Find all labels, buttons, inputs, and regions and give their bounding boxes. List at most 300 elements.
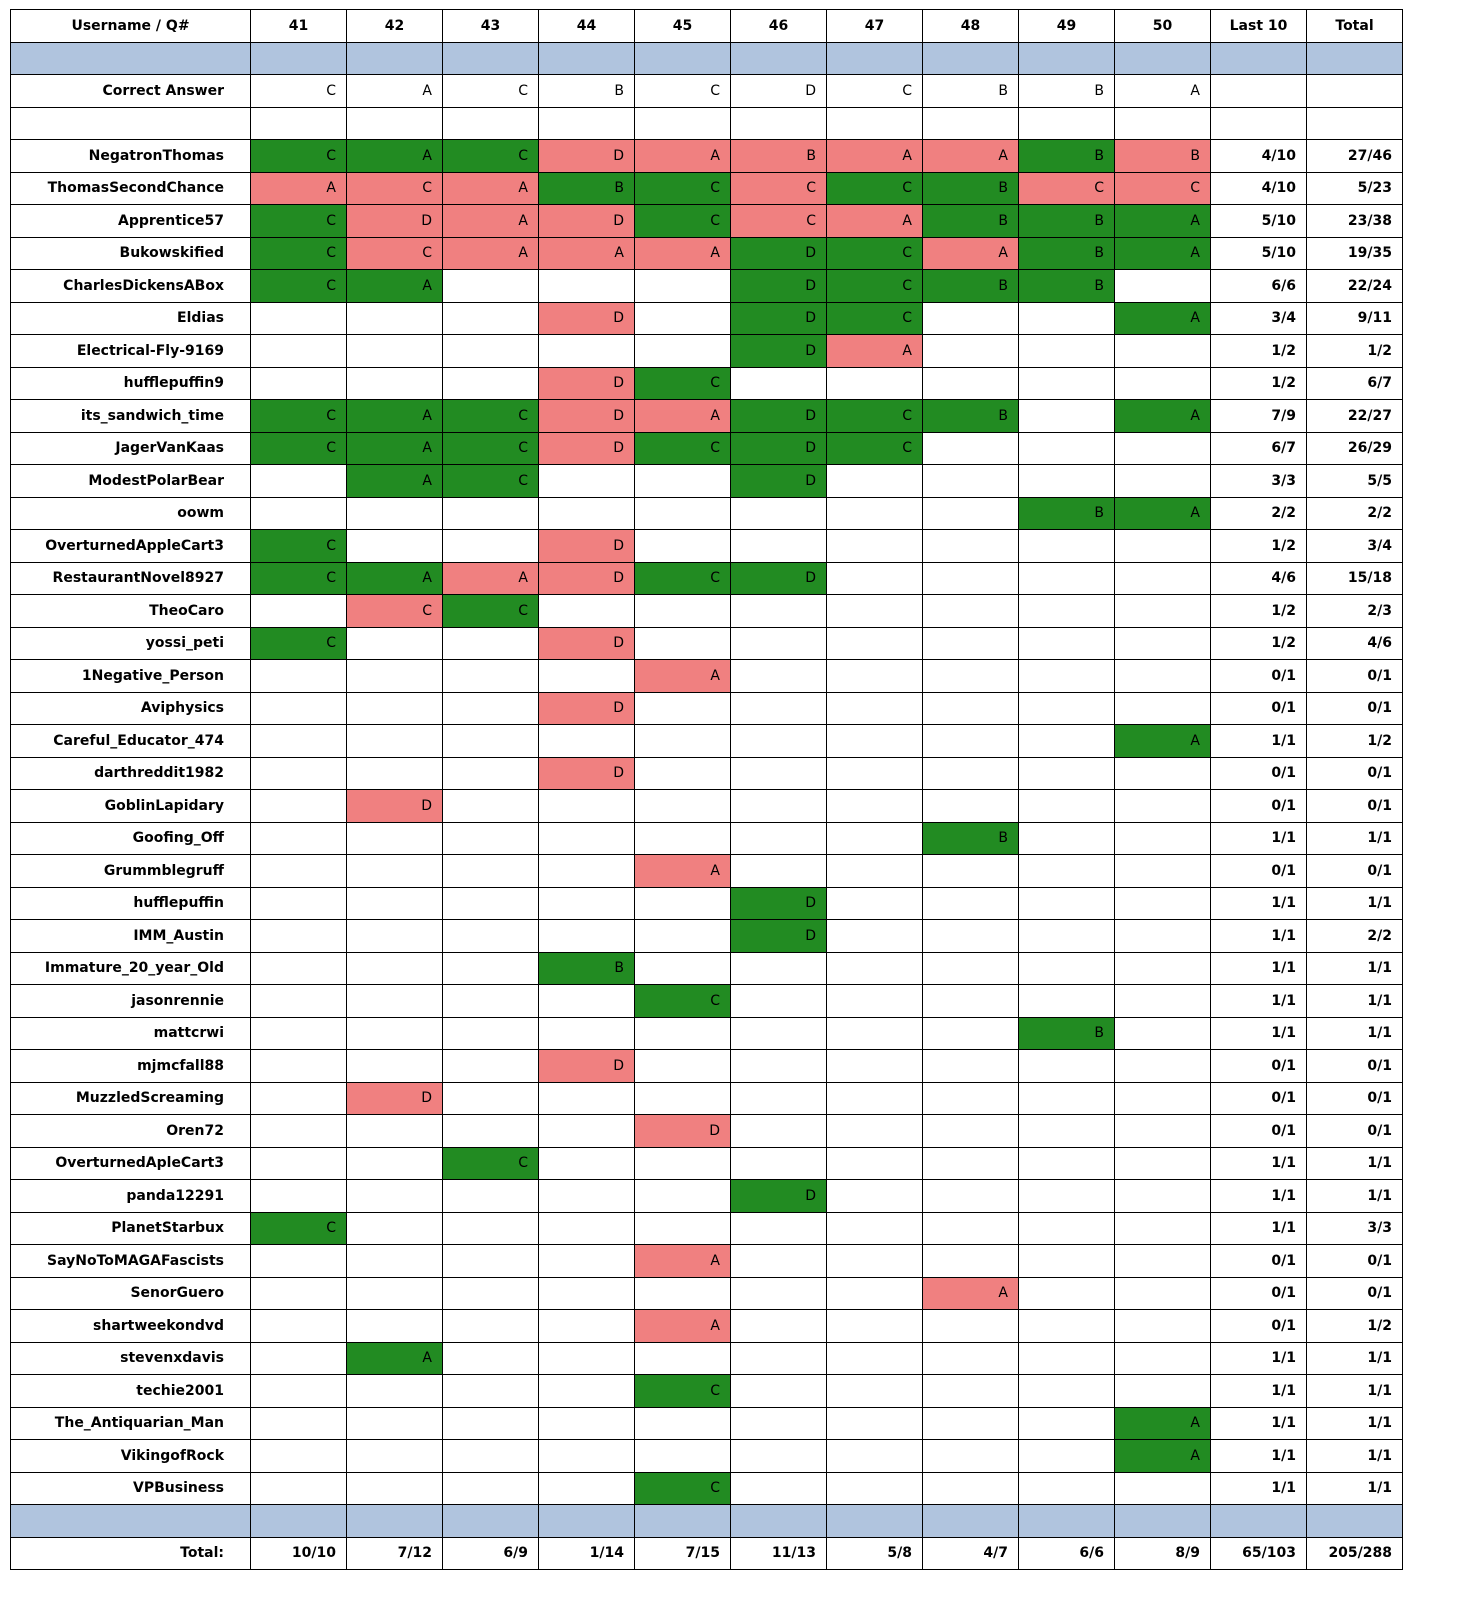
answer-cell: C xyxy=(347,172,443,205)
last10-cell: 5/10 xyxy=(1211,205,1307,238)
answer-cell: D xyxy=(731,920,827,953)
total-cell: 0/1 xyxy=(1307,1050,1403,1083)
answer-cell xyxy=(1019,432,1115,465)
answer-cell xyxy=(1115,1212,1211,1245)
table-row xyxy=(11,562,1403,595)
answer-cell xyxy=(827,1180,923,1213)
last10-cell: 5/10 xyxy=(1211,237,1307,270)
table-row xyxy=(11,855,1403,888)
answer-cell xyxy=(443,1407,539,1440)
table-row xyxy=(11,725,1403,758)
answer-cell: C xyxy=(251,205,347,238)
answer-cell xyxy=(347,627,443,660)
answer-cell xyxy=(827,920,923,953)
answer-cell xyxy=(539,1472,635,1505)
answer-cell: B xyxy=(923,205,1019,238)
answer-cell xyxy=(539,855,635,888)
empty-cell xyxy=(347,107,443,140)
answer-cell xyxy=(827,1310,923,1343)
empty-cell xyxy=(1115,42,1211,75)
answer-cell xyxy=(539,1342,635,1375)
answer-cell xyxy=(443,692,539,725)
answer-cell xyxy=(923,465,1019,498)
correct-answer-cell: C xyxy=(827,75,923,108)
username-cell: TheoCaro xyxy=(11,595,251,628)
answer-cell xyxy=(347,1245,443,1278)
answer-cell xyxy=(1115,1342,1211,1375)
answer-cell xyxy=(1115,270,1211,303)
answer-cell: D xyxy=(731,432,827,465)
total-cell: 1/1 xyxy=(1307,1147,1403,1180)
username-cell: PlanetStarbux xyxy=(11,1212,251,1245)
answer-cell xyxy=(443,1440,539,1473)
correct-answer-cell: D xyxy=(731,75,827,108)
last10-cell: 6/6 xyxy=(1211,270,1307,303)
table-row xyxy=(11,432,1403,465)
answer-cell: D xyxy=(731,335,827,368)
answer-cell xyxy=(1019,985,1115,1018)
total-cell: 1/1 xyxy=(1307,952,1403,985)
totals-cell: 11/13 xyxy=(731,1537,827,1570)
correct-answer-cell: B xyxy=(923,75,1019,108)
answer-cell xyxy=(827,660,923,693)
answer-cell xyxy=(539,1407,635,1440)
answer-cell xyxy=(635,1050,731,1083)
spacer-row xyxy=(11,107,1403,140)
answer-cell xyxy=(443,302,539,335)
correct-answer-cell: A xyxy=(347,75,443,108)
totals-cell: 205/288 xyxy=(1307,1537,1403,1570)
answer-cell xyxy=(1115,562,1211,595)
answer-cell: C xyxy=(251,530,347,563)
header-cell: 47 xyxy=(827,10,923,43)
username-cell: The_Antiquarian_Man xyxy=(11,1407,251,1440)
empty-cell xyxy=(347,42,443,75)
last10-cell: 1/1 xyxy=(1211,1180,1307,1213)
username-cell: Electrical-Fly-9169 xyxy=(11,335,251,368)
answer-cell xyxy=(443,1180,539,1213)
answer-cell xyxy=(731,757,827,790)
table-row xyxy=(11,887,1403,920)
answer-cell xyxy=(443,335,539,368)
correct-answer-label: Correct Answer xyxy=(11,75,251,108)
answer-cell xyxy=(1115,952,1211,985)
total-cell: 22/24 xyxy=(1307,270,1403,303)
totals-cell: 6/9 xyxy=(443,1537,539,1570)
answer-cell xyxy=(731,1017,827,1050)
answer-cell xyxy=(1115,920,1211,953)
username-cell: IMM_Austin xyxy=(11,920,251,953)
answer-cell xyxy=(1115,757,1211,790)
empty-cell xyxy=(731,42,827,75)
answer-cell xyxy=(539,1212,635,1245)
answer-cell xyxy=(635,1342,731,1375)
answer-cell: C xyxy=(635,432,731,465)
totals-cell: 8/9 xyxy=(1115,1537,1211,1570)
empty-cell xyxy=(11,42,251,75)
answer-cell xyxy=(443,757,539,790)
answer-cell xyxy=(347,302,443,335)
answer-cell xyxy=(1115,1310,1211,1343)
answer-cell xyxy=(635,952,731,985)
answer-cell: A xyxy=(923,140,1019,173)
answer-cell xyxy=(923,595,1019,628)
answer-cell xyxy=(539,1310,635,1343)
answer-cell xyxy=(731,1212,827,1245)
answer-cell: D xyxy=(539,140,635,173)
total-cell: 0/1 xyxy=(1307,1082,1403,1115)
empty-cell xyxy=(443,42,539,75)
answer-cell xyxy=(1019,1082,1115,1115)
answer-cell: B xyxy=(1019,270,1115,303)
total-cell: 1/1 xyxy=(1307,1407,1403,1440)
username-cell: shartweekondvd xyxy=(11,1310,251,1343)
total-cell: 3/4 xyxy=(1307,530,1403,563)
answer-cell: C xyxy=(443,465,539,498)
answer-cell xyxy=(347,1180,443,1213)
answer-cell xyxy=(827,1375,923,1408)
header-cell: 41 xyxy=(251,10,347,43)
empty-cell xyxy=(1211,42,1307,75)
answer-cell xyxy=(1019,367,1115,400)
answer-cell xyxy=(1019,1407,1115,1440)
answer-cell xyxy=(635,1147,731,1180)
answer-cell: B xyxy=(539,172,635,205)
answer-cell: C xyxy=(251,1212,347,1245)
answer-cell xyxy=(923,302,1019,335)
answer-cell xyxy=(923,1017,1019,1050)
answer-cell xyxy=(635,1017,731,1050)
answer-cell xyxy=(251,1440,347,1473)
answer-cell xyxy=(347,660,443,693)
answer-cell xyxy=(635,335,731,368)
answer-cell xyxy=(1115,530,1211,563)
answer-cell xyxy=(731,1440,827,1473)
answer-cell xyxy=(251,725,347,758)
answer-cell xyxy=(635,1212,731,1245)
total-cell: 5/23 xyxy=(1307,172,1403,205)
answer-cell: A xyxy=(635,400,731,433)
answer-cell xyxy=(1115,1472,1211,1505)
last10-cell: 0/1 xyxy=(1211,1245,1307,1278)
total-cell: 27/46 xyxy=(1307,140,1403,173)
empty-cell xyxy=(827,42,923,75)
answer-cell xyxy=(923,530,1019,563)
empty-cell xyxy=(1211,1505,1307,1538)
answer-cell xyxy=(1019,1180,1115,1213)
answer-cell xyxy=(251,1375,347,1408)
answer-cell xyxy=(251,497,347,530)
last10-cell: 1/2 xyxy=(1211,530,1307,563)
last10-cell: 0/1 xyxy=(1211,757,1307,790)
last10-cell: 1/1 xyxy=(1211,725,1307,758)
empty-cell xyxy=(251,107,347,140)
answer-cell: C xyxy=(251,627,347,660)
answer-cell: C xyxy=(443,1147,539,1180)
answer-cell xyxy=(1019,465,1115,498)
answer-cell xyxy=(251,1310,347,1343)
answer-cell: A xyxy=(923,1277,1019,1310)
correct-answer-cell: B xyxy=(1019,75,1115,108)
answer-cell xyxy=(731,660,827,693)
answer-cell: D xyxy=(539,302,635,335)
header-cell: 42 xyxy=(347,10,443,43)
answer-cell xyxy=(731,1472,827,1505)
answer-cell xyxy=(443,790,539,823)
last10-cell: 6/7 xyxy=(1211,432,1307,465)
answer-cell xyxy=(923,497,1019,530)
answer-cell xyxy=(923,1212,1019,1245)
answer-cell xyxy=(251,335,347,368)
answer-cell: B xyxy=(923,172,1019,205)
answer-cell: A xyxy=(347,140,443,173)
answer-cell xyxy=(443,1472,539,1505)
answer-cell xyxy=(251,822,347,855)
answer-cell xyxy=(1019,1115,1115,1148)
answer-cell: A xyxy=(1115,725,1211,758)
table-row xyxy=(11,1342,1403,1375)
last10-cell: 4/6 xyxy=(1211,562,1307,595)
answer-cell xyxy=(827,952,923,985)
answer-cell: C xyxy=(251,400,347,433)
total-cell: 1/2 xyxy=(1307,1310,1403,1343)
answer-cell: A xyxy=(443,205,539,238)
answer-cell xyxy=(347,1147,443,1180)
table-row xyxy=(11,1310,1403,1343)
answer-cell: D xyxy=(731,1180,827,1213)
answer-cell xyxy=(1019,952,1115,985)
answer-cell xyxy=(1115,1082,1211,1115)
username-cell: stevenxdavis xyxy=(11,1342,251,1375)
answer-cell: C xyxy=(443,140,539,173)
username-cell: RestaurantNovel8927 xyxy=(11,562,251,595)
answer-cell: A xyxy=(347,432,443,465)
answer-cell xyxy=(347,1310,443,1343)
answer-cell xyxy=(635,465,731,498)
answer-cell: A xyxy=(827,205,923,238)
answer-cell xyxy=(539,1147,635,1180)
empty-cell xyxy=(923,1505,1019,1538)
last10-cell: 1/1 xyxy=(1211,952,1307,985)
answer-cell xyxy=(251,1180,347,1213)
answer-cell xyxy=(923,1180,1019,1213)
username-cell: VikingofRock xyxy=(11,1440,251,1473)
total-cell: 2/2 xyxy=(1307,920,1403,953)
username-cell: Goofing_Off xyxy=(11,822,251,855)
answer-cell xyxy=(347,1017,443,1050)
answer-cell xyxy=(1115,985,1211,1018)
last10-cell: 1/1 xyxy=(1211,1375,1307,1408)
last10-cell: 3/4 xyxy=(1211,302,1307,335)
answer-cell xyxy=(1115,1147,1211,1180)
total-cell: 0/1 xyxy=(1307,692,1403,725)
username-cell: OverturnedApleCart3 xyxy=(11,1147,251,1180)
answer-cell xyxy=(827,790,923,823)
table-row xyxy=(11,1050,1403,1083)
totals-cell: 4/7 xyxy=(923,1537,1019,1570)
answer-cell xyxy=(251,302,347,335)
answer-cell xyxy=(443,822,539,855)
answer-cell xyxy=(347,692,443,725)
total-cell: 2/2 xyxy=(1307,497,1403,530)
empty-cell xyxy=(635,42,731,75)
answer-cell xyxy=(251,1342,347,1375)
answer-cell: B xyxy=(1019,140,1115,173)
answer-cell xyxy=(1115,465,1211,498)
answer-cell: D xyxy=(539,432,635,465)
username-cell: Aviphysics xyxy=(11,692,251,725)
empty-cell xyxy=(1307,75,1403,108)
correct-answer-cell: B xyxy=(539,75,635,108)
username-cell: VPBusiness xyxy=(11,1472,251,1505)
answer-cell xyxy=(923,1115,1019,1148)
answer-cell xyxy=(827,757,923,790)
answer-cell: C xyxy=(635,985,731,1018)
correct-answer-row xyxy=(11,75,1403,108)
last10-cell: 2/2 xyxy=(1211,497,1307,530)
empty-cell xyxy=(539,107,635,140)
empty-cell xyxy=(635,1505,731,1538)
answer-cell: B xyxy=(539,952,635,985)
total-cell: 22/27 xyxy=(1307,400,1403,433)
table-row xyxy=(11,302,1403,335)
answer-cell: B xyxy=(1019,205,1115,238)
answer-cell: A xyxy=(635,1310,731,1343)
table-row xyxy=(11,1180,1403,1213)
answer-cell xyxy=(1019,595,1115,628)
answer-cell: A xyxy=(635,855,731,888)
empty-cell xyxy=(827,107,923,140)
answer-cell xyxy=(251,920,347,953)
answer-cell: A xyxy=(1115,302,1211,335)
total-cell: 1/1 xyxy=(1307,822,1403,855)
table-row xyxy=(11,660,1403,693)
answer-cell xyxy=(347,335,443,368)
answer-cell xyxy=(1115,790,1211,823)
empty-cell xyxy=(1307,107,1403,140)
answer-cell: B xyxy=(1115,140,1211,173)
answer-cell: A xyxy=(635,140,731,173)
empty-cell xyxy=(539,42,635,75)
answer-cell xyxy=(1019,627,1115,660)
answer-cell: A xyxy=(1115,237,1211,270)
answer-cell xyxy=(347,757,443,790)
answer-cell xyxy=(1019,887,1115,920)
username-cell: mjmcfall88 xyxy=(11,1050,251,1083)
table-row xyxy=(11,692,1403,725)
table-row xyxy=(11,920,1403,953)
answer-cell xyxy=(731,1342,827,1375)
answer-cell xyxy=(251,855,347,888)
answer-cell xyxy=(1019,790,1115,823)
table-row xyxy=(11,237,1403,270)
username-cell: JagerVanKaas xyxy=(11,432,251,465)
username-cell: hufflepuffin9 xyxy=(11,367,251,400)
answer-cell xyxy=(251,1472,347,1505)
answer-cell xyxy=(923,335,1019,368)
answer-cell: A xyxy=(347,562,443,595)
answer-cell xyxy=(635,757,731,790)
empty-cell xyxy=(443,107,539,140)
answer-cell xyxy=(443,367,539,400)
answer-cell xyxy=(443,270,539,303)
answer-cell xyxy=(1019,1245,1115,1278)
answer-cell: D xyxy=(539,627,635,660)
answer-cell: C xyxy=(443,432,539,465)
answer-cell xyxy=(827,887,923,920)
empty-cell xyxy=(1019,1505,1115,1538)
answer-cell xyxy=(1019,400,1115,433)
answer-cell: A xyxy=(635,1245,731,1278)
totals-cell: 10/10 xyxy=(251,1537,347,1570)
empty-cell xyxy=(539,1505,635,1538)
total-cell: 1/1 xyxy=(1307,887,1403,920)
answer-cell xyxy=(923,985,1019,1018)
answer-cell xyxy=(1019,1472,1115,1505)
answer-cell: C xyxy=(251,270,347,303)
totals-cell: 6/6 xyxy=(1019,1537,1115,1570)
answer-cell xyxy=(731,1147,827,1180)
answer-cell: C xyxy=(347,237,443,270)
answer-cell xyxy=(347,367,443,400)
username-cell: Grummblegruff xyxy=(11,855,251,888)
answer-cell xyxy=(923,432,1019,465)
answer-cell: C xyxy=(827,172,923,205)
totals-cell: 7/15 xyxy=(635,1537,731,1570)
total-cell: 2/3 xyxy=(1307,595,1403,628)
answer-cell xyxy=(731,1115,827,1148)
empty-cell xyxy=(1115,1505,1211,1538)
answer-cell xyxy=(347,1050,443,1083)
answer-cell xyxy=(1115,822,1211,855)
answer-cell xyxy=(251,1082,347,1115)
last10-cell: 1/1 xyxy=(1211,920,1307,953)
answer-cell: A xyxy=(347,400,443,433)
answer-cell xyxy=(635,270,731,303)
answer-cell xyxy=(347,530,443,563)
answer-cell: A xyxy=(251,172,347,205)
answer-cell: A xyxy=(1115,497,1211,530)
answer-cell: C xyxy=(827,237,923,270)
empty-cell xyxy=(443,1505,539,1538)
answer-cell: D xyxy=(539,757,635,790)
answer-cell xyxy=(1115,595,1211,628)
answer-cell: C xyxy=(827,270,923,303)
answer-cell: C xyxy=(251,140,347,173)
answer-cell xyxy=(1115,627,1211,660)
table-row xyxy=(11,1407,1403,1440)
total-cell: 0/1 xyxy=(1307,660,1403,693)
total-cell: 1/1 xyxy=(1307,985,1403,1018)
answer-cell xyxy=(443,855,539,888)
answer-cell xyxy=(827,1472,923,1505)
answer-cell xyxy=(251,1050,347,1083)
answer-cell xyxy=(539,1180,635,1213)
answer-cell xyxy=(1019,822,1115,855)
empty-cell xyxy=(827,1505,923,1538)
table-row xyxy=(11,1115,1403,1148)
answer-cell xyxy=(347,1212,443,1245)
answer-cell xyxy=(1115,1375,1211,1408)
answer-cell: C xyxy=(635,172,731,205)
answer-cell: D xyxy=(539,1050,635,1083)
table-row xyxy=(11,952,1403,985)
answer-cell xyxy=(347,1440,443,1473)
table-row xyxy=(11,465,1403,498)
username-cell: CharlesDickensABox xyxy=(11,270,251,303)
answer-cell xyxy=(635,1180,731,1213)
answer-cell xyxy=(731,595,827,628)
